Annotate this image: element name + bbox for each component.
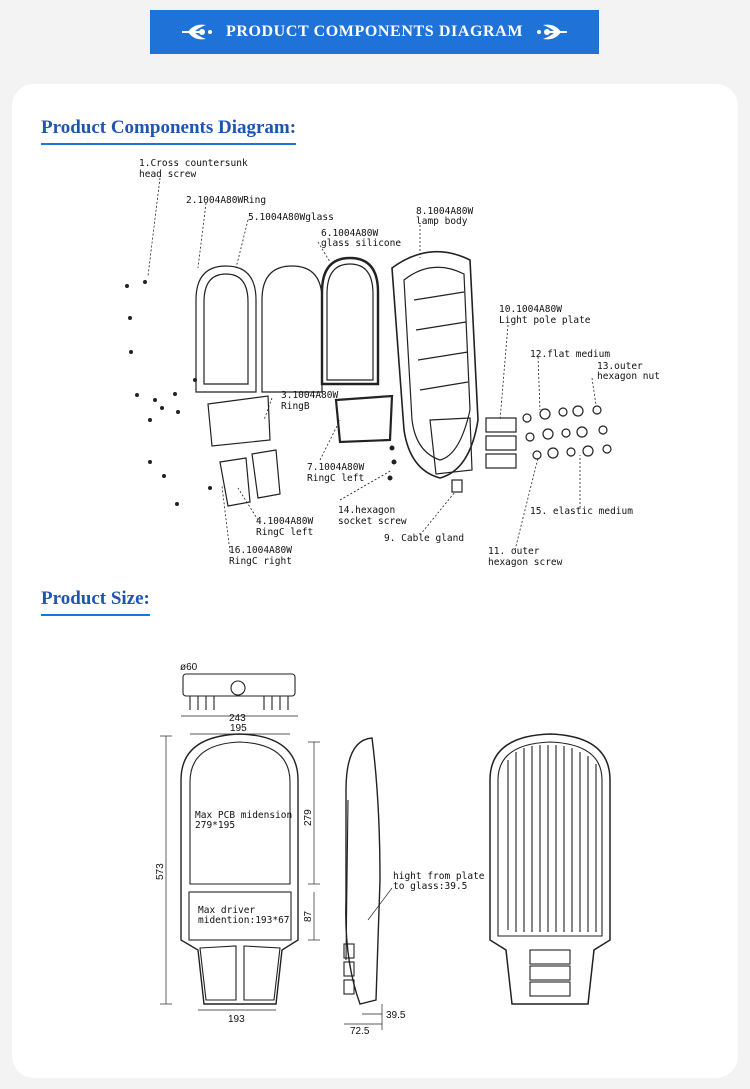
label-1-line2: head screw xyxy=(139,169,197,180)
top-view-drawing xyxy=(183,674,295,710)
dim-pcb-length: 279 xyxy=(303,809,314,826)
glass-note-line2: to glass:39.5 xyxy=(393,881,468,892)
label-3-line1: 3.1004A80W xyxy=(281,390,339,401)
label-7-line1: 7.1004A80W xyxy=(307,462,365,473)
glass-note-line1: hight from plate xyxy=(393,871,485,882)
label-14-line1: 14.hexagon xyxy=(338,505,396,516)
label-1-line1: 1.Cross countersunk xyxy=(139,158,248,169)
ring-part xyxy=(196,266,256,392)
dim-base-width: 193 xyxy=(228,1014,245,1025)
pcb-note-line2: 279*195 xyxy=(195,820,236,831)
label-13-line2: hexagon nut xyxy=(597,371,660,382)
driver-note-line1: Max driver xyxy=(198,905,256,916)
label-16-line2: RingC right xyxy=(229,556,292,567)
label-2: 2.1004A80WRing xyxy=(186,195,267,206)
label-8-line2: lamp body xyxy=(416,216,468,227)
svg-text:Max PCB midension279*195 xyxy=(195,810,292,831)
label-11-line1: 11. outer xyxy=(488,546,540,557)
label-4-line1: 4.1004A80W xyxy=(256,516,314,527)
cable-gland-part xyxy=(452,480,462,492)
label-6-line2: glass silicone xyxy=(321,238,402,249)
label-9: 9. Cable gland xyxy=(384,533,465,544)
label-14-line2: socket screw xyxy=(338,516,407,527)
glass-part xyxy=(262,266,322,392)
side-view-drawing xyxy=(344,738,380,1004)
pole-plate-parts xyxy=(486,418,516,468)
dim-width-top: 243 xyxy=(229,713,246,724)
ringc-parts xyxy=(220,450,280,506)
svg-text:1.Cross countersunkhead screw xyxy=(139,158,248,180)
label-11-line2: hexagon screw xyxy=(488,557,563,568)
label-16-line1: 16.1004A80W xyxy=(229,545,292,556)
label-3-line2: RingB xyxy=(281,401,310,412)
dim-side-depth: 72.5 xyxy=(350,1026,370,1037)
svg-text:14.hexagonsocket screw xyxy=(338,505,407,527)
svg-text:16.1004A80WRingC right xyxy=(229,545,292,567)
label-4-line2: RingC left xyxy=(256,527,314,538)
svg-text:hight from plateto glass:39.5 xyxy=(393,871,485,892)
ringc-left-7-part xyxy=(336,396,392,442)
label-5: 5.1004A80Wglass xyxy=(248,212,334,223)
dim-width-inner: 195 xyxy=(230,723,247,734)
label-10-line1: 10.1004A80W xyxy=(499,304,562,315)
size-title-text: Product Size: xyxy=(41,588,150,609)
svg-text:13.outerhexagon nut xyxy=(597,361,660,382)
banner-title: PRODUCT COMPONENTS DIAGRAM xyxy=(225,23,524,40)
label-13-line1: 13.outer xyxy=(597,361,643,372)
front-view-drawing xyxy=(181,734,298,1004)
label-7-line2: RingC left xyxy=(307,473,365,484)
driver-note-line2: midention:193*67 xyxy=(198,915,290,926)
label-10-line2: Light pole plate xyxy=(499,315,591,326)
glass-silicone-part xyxy=(322,258,378,384)
back-view-drawing xyxy=(490,734,610,1004)
washer-nut-parts xyxy=(523,406,611,459)
svg-text:3.1004A80WRingB xyxy=(281,390,338,412)
lamp-body-part xyxy=(392,252,478,478)
svg-text:10.1004A80WLight pole plate xyxy=(499,304,591,326)
label-12: 12.flat medium xyxy=(530,349,611,360)
dim-total-length: 573 xyxy=(155,863,166,880)
label-15: 15. elastic medium xyxy=(530,506,633,517)
components-title-text: Product Components Diagram: xyxy=(41,117,297,138)
dim-pole-diameter: ø60 xyxy=(180,662,198,673)
svg-text:4.1004A80WRingC left xyxy=(256,516,313,538)
svg-text:11. outerhexagon screw xyxy=(488,546,563,568)
label-6-line1: 6.1004A80W xyxy=(321,228,379,239)
svg-text:7.1004A80WRingC left xyxy=(307,462,364,484)
ringb-part xyxy=(208,396,270,446)
dim-side-height: 39.5 xyxy=(386,1010,406,1021)
svg-text:8.1004A80Wlamp body xyxy=(416,206,473,227)
pcb-note-line1: Max PCB midension xyxy=(195,810,293,821)
dim-driver-length: 87 xyxy=(303,910,314,922)
label-8-line1: 8.1004A80W xyxy=(416,206,474,217)
svg-text:Max drivermidention:193*67 xyxy=(198,905,290,926)
svg-text:6.1004A80Wglass silicone xyxy=(321,228,401,249)
